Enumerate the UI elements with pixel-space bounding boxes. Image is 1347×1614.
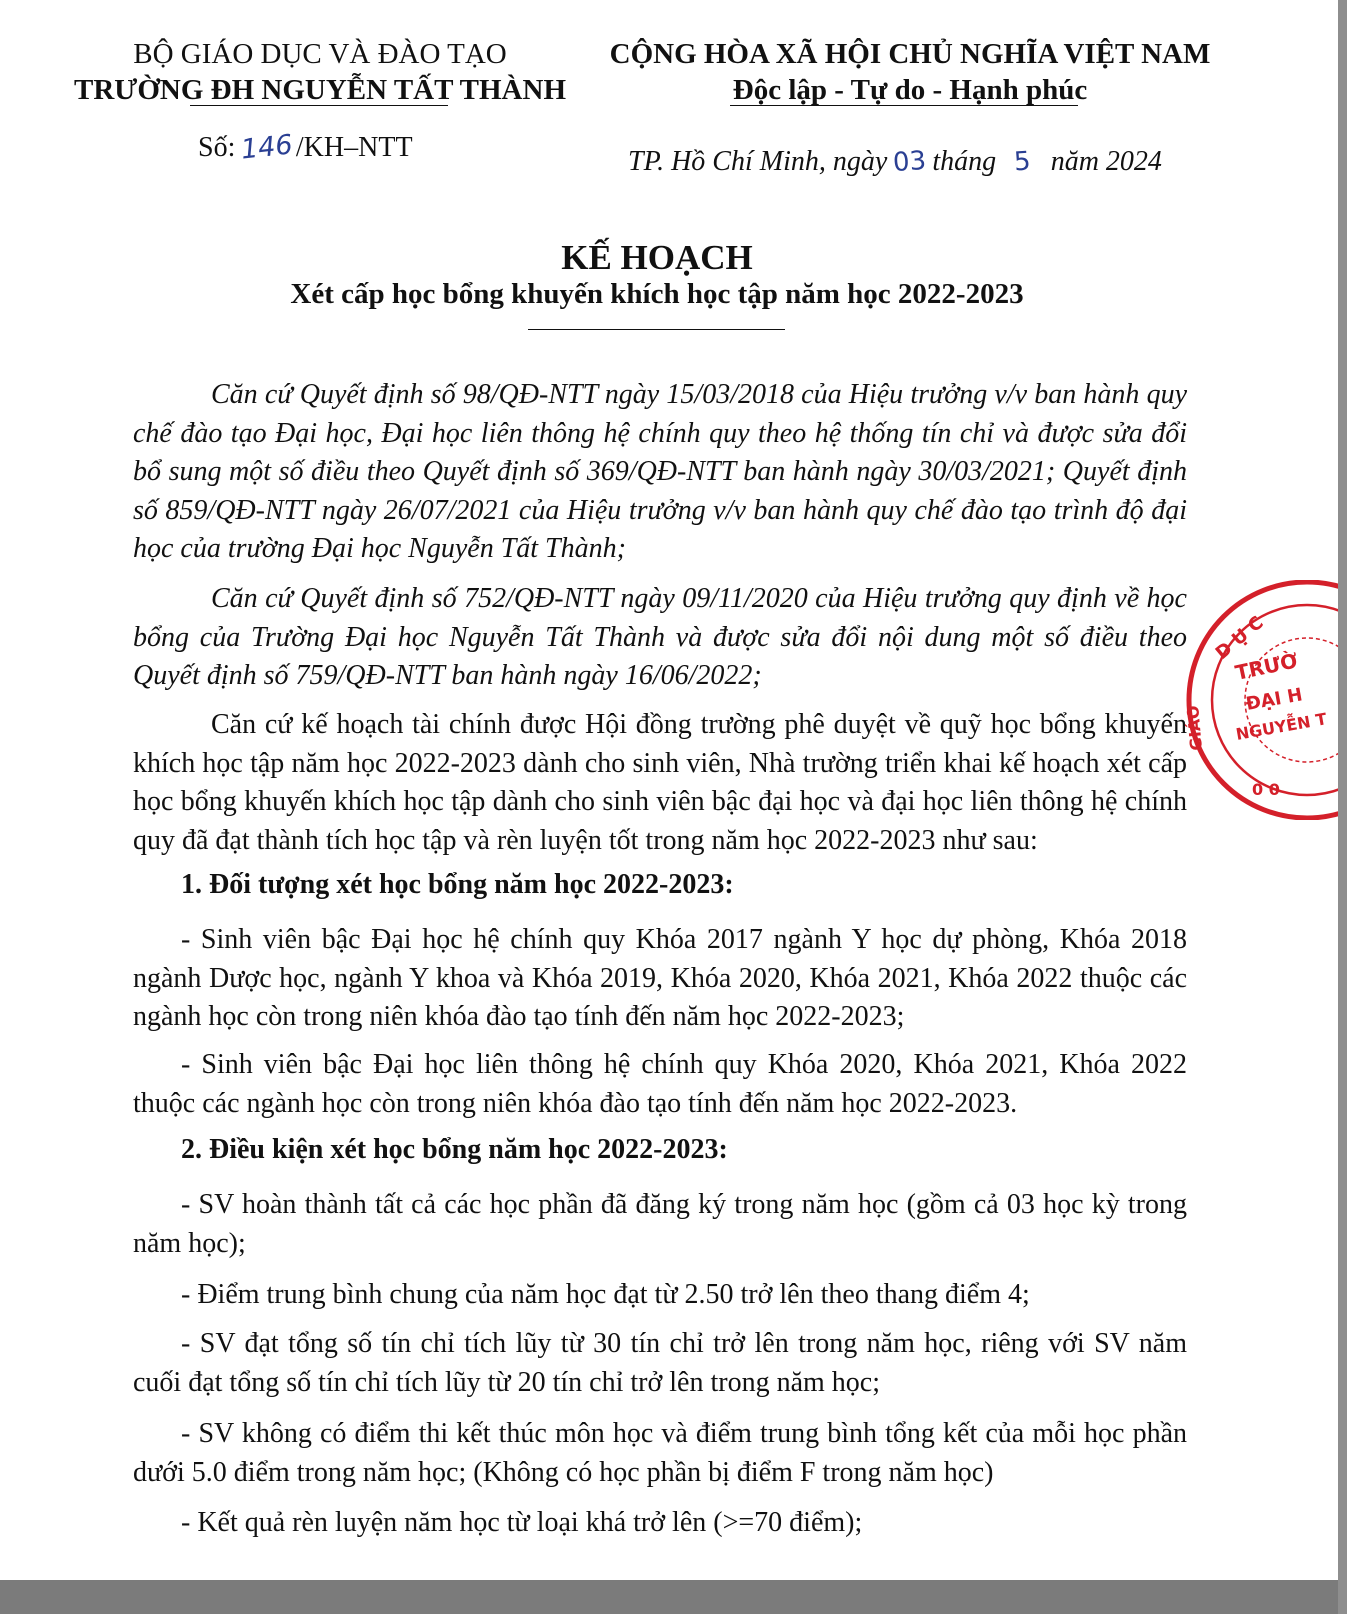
- national-heading-block: [590, 36, 1230, 108]
- section-2-heading: 2. Điều kiện xét học bổng năm học 2022-2023:: [181, 1134, 728, 1165]
- date-place: TP. Hồ Chí Minh, ngày: [628, 146, 888, 177]
- section-1-heading: 1. Đối tượng xét học bổng năm học 2022-2023:: [181, 869, 734, 900]
- handwritten-number: 146: [239, 129, 295, 166]
- basis-paragraph-1: Căn cứ Quyết định số 98/QĐ-NTT ngày 15/03/2018 của Hiệu trưởng v/v ban hành quy chế đào tạo Đại học, Đại học liên thông hệ chính quy theo hệ thống tín chỉ và được sửa đổi bổ sung một số điều theo Quyết định số 369/QĐ-NTT ban hành ngày 30/03/2021; Quyết định số 859/QĐ-NTT ngày 26/07/2021 của Hiệu trưởng v/v ban hành quy chế đào tạo trình độ đại học của trường Đại học Nguyễn Tất Thành;: [133, 379, 1187, 564]
- document-number: [198, 129, 413, 166]
- svg-text:ĐẠI H: ĐẠI H: [1244, 684, 1305, 715]
- document-title: KẾ HOẠCH: [561, 238, 753, 277]
- svg-text:GIÁO: GIÁO: [1183, 704, 1206, 752]
- handwritten-month: 5: [1013, 146, 1032, 178]
- section-1-item: - Sinh viên bậc Đại học liên thông hệ chính quy Khóa 2020, Khóa 2021, Khóa 2022 thuộc các ngành học còn trong niên khóa đào tạo tính đến năm học 2022-2023.: [133, 1049, 1187, 1119]
- issuer-underline: [190, 105, 448, 106]
- document-number-suffix: /KH–NTT: [295, 132, 413, 163]
- basis-paragraph-3: Căn cứ kế hoạch tài chính được Hội đồng trường phê duyệt về quỹ học bổng khuyến khích học tập năm học 2022-2023 dành cho sinh viên, Nhà trường triển khai kế hoạch xét cấp học bổng khuyến khích học tập dành cho sinh viên bậc đại học và đại học liên thông hệ chính quy đã đạt thành tích học tập và rèn luyện tốt trong năm học 2022-2023 như sau:: [133, 709, 1187, 856]
- date-line: [628, 146, 1162, 178]
- motto-underline: [730, 105, 1078, 106]
- date-year: năm 2024: [1050, 146, 1162, 177]
- school-name: TRƯỜNG ĐH NGUYỄN TẤT THÀNH: [74, 74, 566, 106]
- issuer-block: [40, 36, 600, 108]
- section-2-item: - Kết quả rèn luyện năm học từ loại khá trở lên (>=70 điểm);: [181, 1507, 863, 1538]
- section-2-item: - SV đạt tổng số tín chỉ tích lũy từ 30 tín chỉ trở lên trong năm học, riêng với SV năm cuối đạt tổng số tín chỉ tích lũy từ 20 tín chỉ trở lên trong năm học;: [133, 1328, 1187, 1398]
- national-motto: Độc lập - Tự do - Hạnh phúc: [732, 74, 1088, 106]
- svg-text:NGUYỄN T: NGUYỄN T: [1234, 709, 1329, 744]
- official-seal: [1182, 580, 1347, 820]
- republic-name: CỘNG HÒA XÃ HỘI CHỦ NGHĨA VIỆT NAM: [609, 38, 1211, 70]
- date-month-word: tháng: [932, 146, 997, 177]
- page-right-edge: [1338, 0, 1347, 1614]
- page-bottom-edge: [0, 1580, 1347, 1614]
- ministry-name: BỘ GIÁO DỤC VÀ ĐÀO TẠO: [133, 38, 507, 70]
- svg-text:0 0: 0 0: [1252, 780, 1280, 799]
- section-2-item: - SV hoàn thành tất cả các học phần đã đăng ký trong năm học (gồm cả 03 học kỳ trong năm học);: [133, 1189, 1187, 1259]
- document-number-prefix: Số:: [198, 132, 236, 163]
- svg-text:D Ụ C: D Ụ C: [1211, 612, 1268, 664]
- svg-text:TRƯỜ: TRƯỜ: [1233, 648, 1300, 685]
- title-underline: [528, 329, 785, 330]
- handwritten-day: 03: [892, 145, 928, 179]
- section-2-item: - Điểm trung bình chung của năm học đạt từ 2.50 trở lên theo thang điểm 4;: [181, 1279, 1030, 1310]
- section-1-item: - Sinh viên bậc Đại học hệ chính quy Khóa 2017 ngành Y học dự phòng, Khóa 2018 ngành Dược học, ngành Y khoa và Khóa 2019, Khóa 2020, Khóa 2021, Khóa 2022 thuộc các ngành học còn trong niên khóa đào tạo tính đến năm học 2022-2023;: [133, 924, 1187, 1032]
- document-subtitle: Xét cấp học bổng khuyến khích học tập năm học 2022-2023: [290, 278, 1024, 310]
- section-2-item: - SV không có điểm thi kết thúc môn học và điểm trung bình tổng kết của mỗi học phần dưới 5.0 điểm trong năm học; (Không có học phần bị điểm F trong năm học): [133, 1418, 1187, 1488]
- basis-paragraph-2: Căn cứ Quyết định số 752/QĐ-NTT ngày 09/11/2020 của Hiệu trưởng quy định về học bổng của Trường Đại học Nguyễn Tất Thành và được sửa đổi nội dung một số điều theo Quyết định số 759/QĐ-NTT ban hành ngày 16/06/2022;: [133, 583, 1187, 691]
